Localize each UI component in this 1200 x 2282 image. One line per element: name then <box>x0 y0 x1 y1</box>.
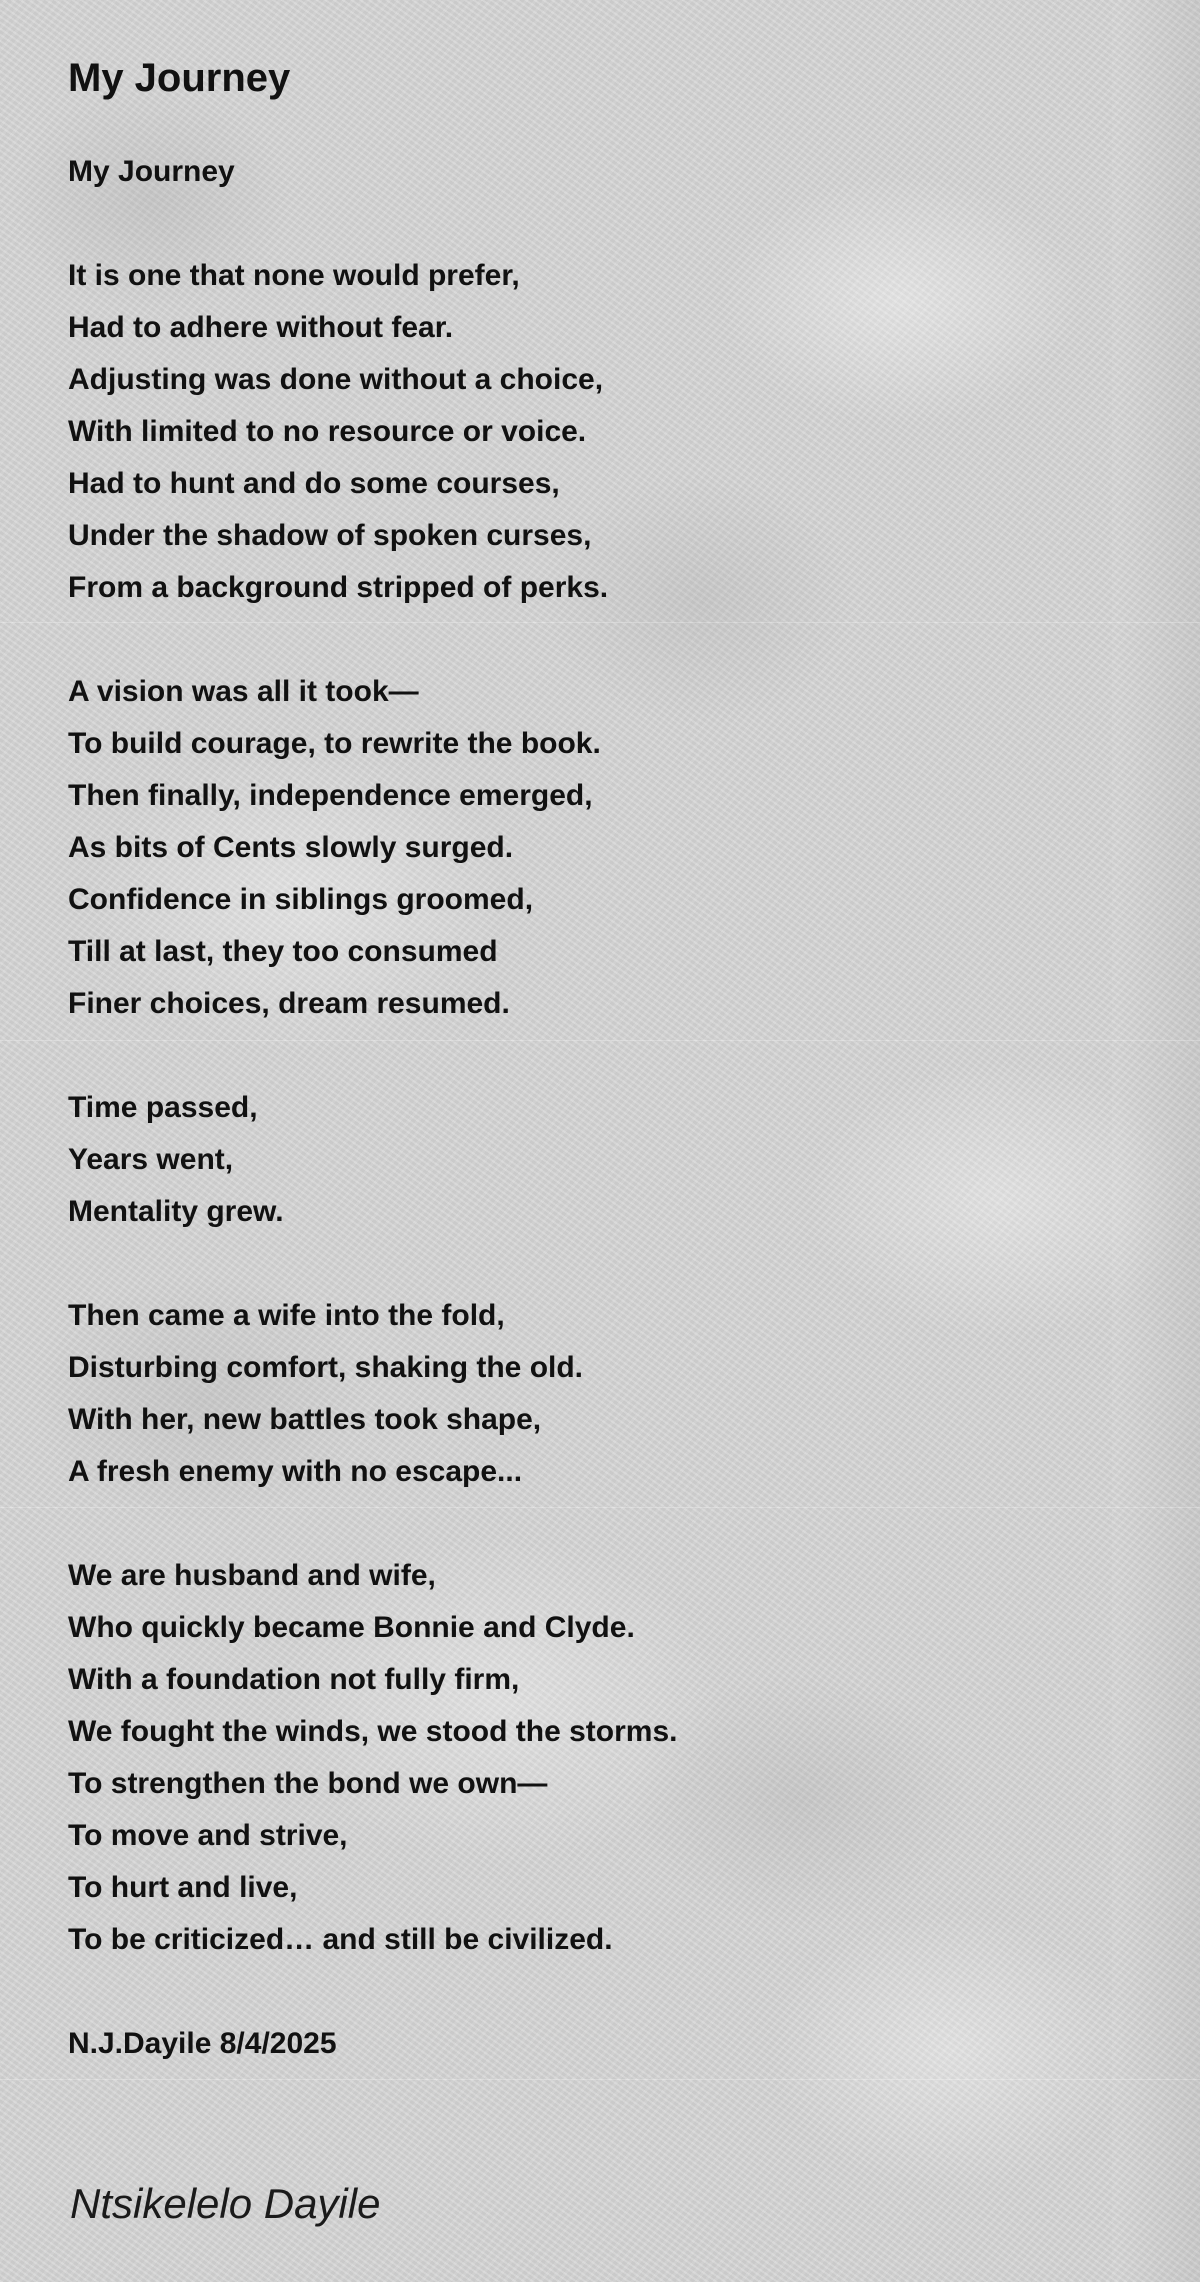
stanza-break <box>68 1966 1128 2018</box>
poem-line: My Journey <box>68 155 235 188</box>
poem-line: Under the shadow of spoken curses, <box>68 519 592 552</box>
poem-line: Who quickly became Bonnie and Clyde. <box>68 1611 635 1644</box>
poem-line: A fresh enemy with no escape... <box>68 1455 523 1488</box>
poem-line: Till at last, they too consumed <box>68 935 498 968</box>
poem-line: Years went, <box>68 1143 234 1176</box>
poem-line: We are husband and wife, <box>68 1559 436 1592</box>
poem-line: Disturbing comfort, shaking the old. <box>68 1351 584 1384</box>
author-signature: Ntsikelelo Dayile <box>70 2180 381 2227</box>
poem-body <box>68 146 1128 2070</box>
poem-line: To build courage, to rewrite the book. <box>68 727 601 760</box>
poem-line: Time passed, <box>68 1091 258 1124</box>
poem-line: With limited to no resource or voice. <box>68 415 587 448</box>
poem-line: To be criticized… and still be civilized. <box>68 1923 613 1956</box>
page-title: My Journey <box>68 56 291 100</box>
poem-page <box>68 48 1128 2070</box>
poem-line: A vision was all it took— <box>68 675 419 708</box>
poem-line: With a foundation not fully firm, <box>68 1663 520 1696</box>
poem-line: It is one that none would prefer, <box>68 259 520 292</box>
poem-line: Confidence in siblings groomed, <box>68 883 534 916</box>
stanza-break <box>68 1030 1128 1082</box>
poem-line: To strengthen the bond we own— <box>68 1767 548 1800</box>
poem-line: We fought the winds, we stood the storms. <box>68 1715 678 1748</box>
background-seam <box>0 2079 1200 2080</box>
stanza-break <box>68 1498 1128 1550</box>
poem-line: Adjusting was done without a choice, <box>68 363 604 396</box>
poem-line: Mentality grew. <box>68 1195 284 1228</box>
poem-line: Then finally, independence emerged, <box>68 779 593 812</box>
stanza-break <box>68 614 1128 666</box>
stanza-break <box>68 1238 1128 1290</box>
poem-line: Had to adhere without fear. <box>68 311 454 344</box>
stanza-break <box>68 198 1128 250</box>
poem-line: Had to hunt and do some courses, <box>68 467 560 500</box>
poem-line: Then came a wife into the fold, <box>68 1299 505 1332</box>
poem-line: To hurt and live, <box>68 1871 298 1904</box>
poem-line: Finer choices, dream resumed. <box>68 987 510 1020</box>
poem-line: As bits of Cents slowly surged. <box>68 831 514 864</box>
poem-line: With her, new battles took shape, <box>68 1403 542 1436</box>
poem-line: To move and strive, <box>68 1819 348 1852</box>
poem-line: From a background stripped of perks. <box>68 571 609 604</box>
poem-line: N.J.Dayile 8/4/2025 <box>68 2027 337 2060</box>
